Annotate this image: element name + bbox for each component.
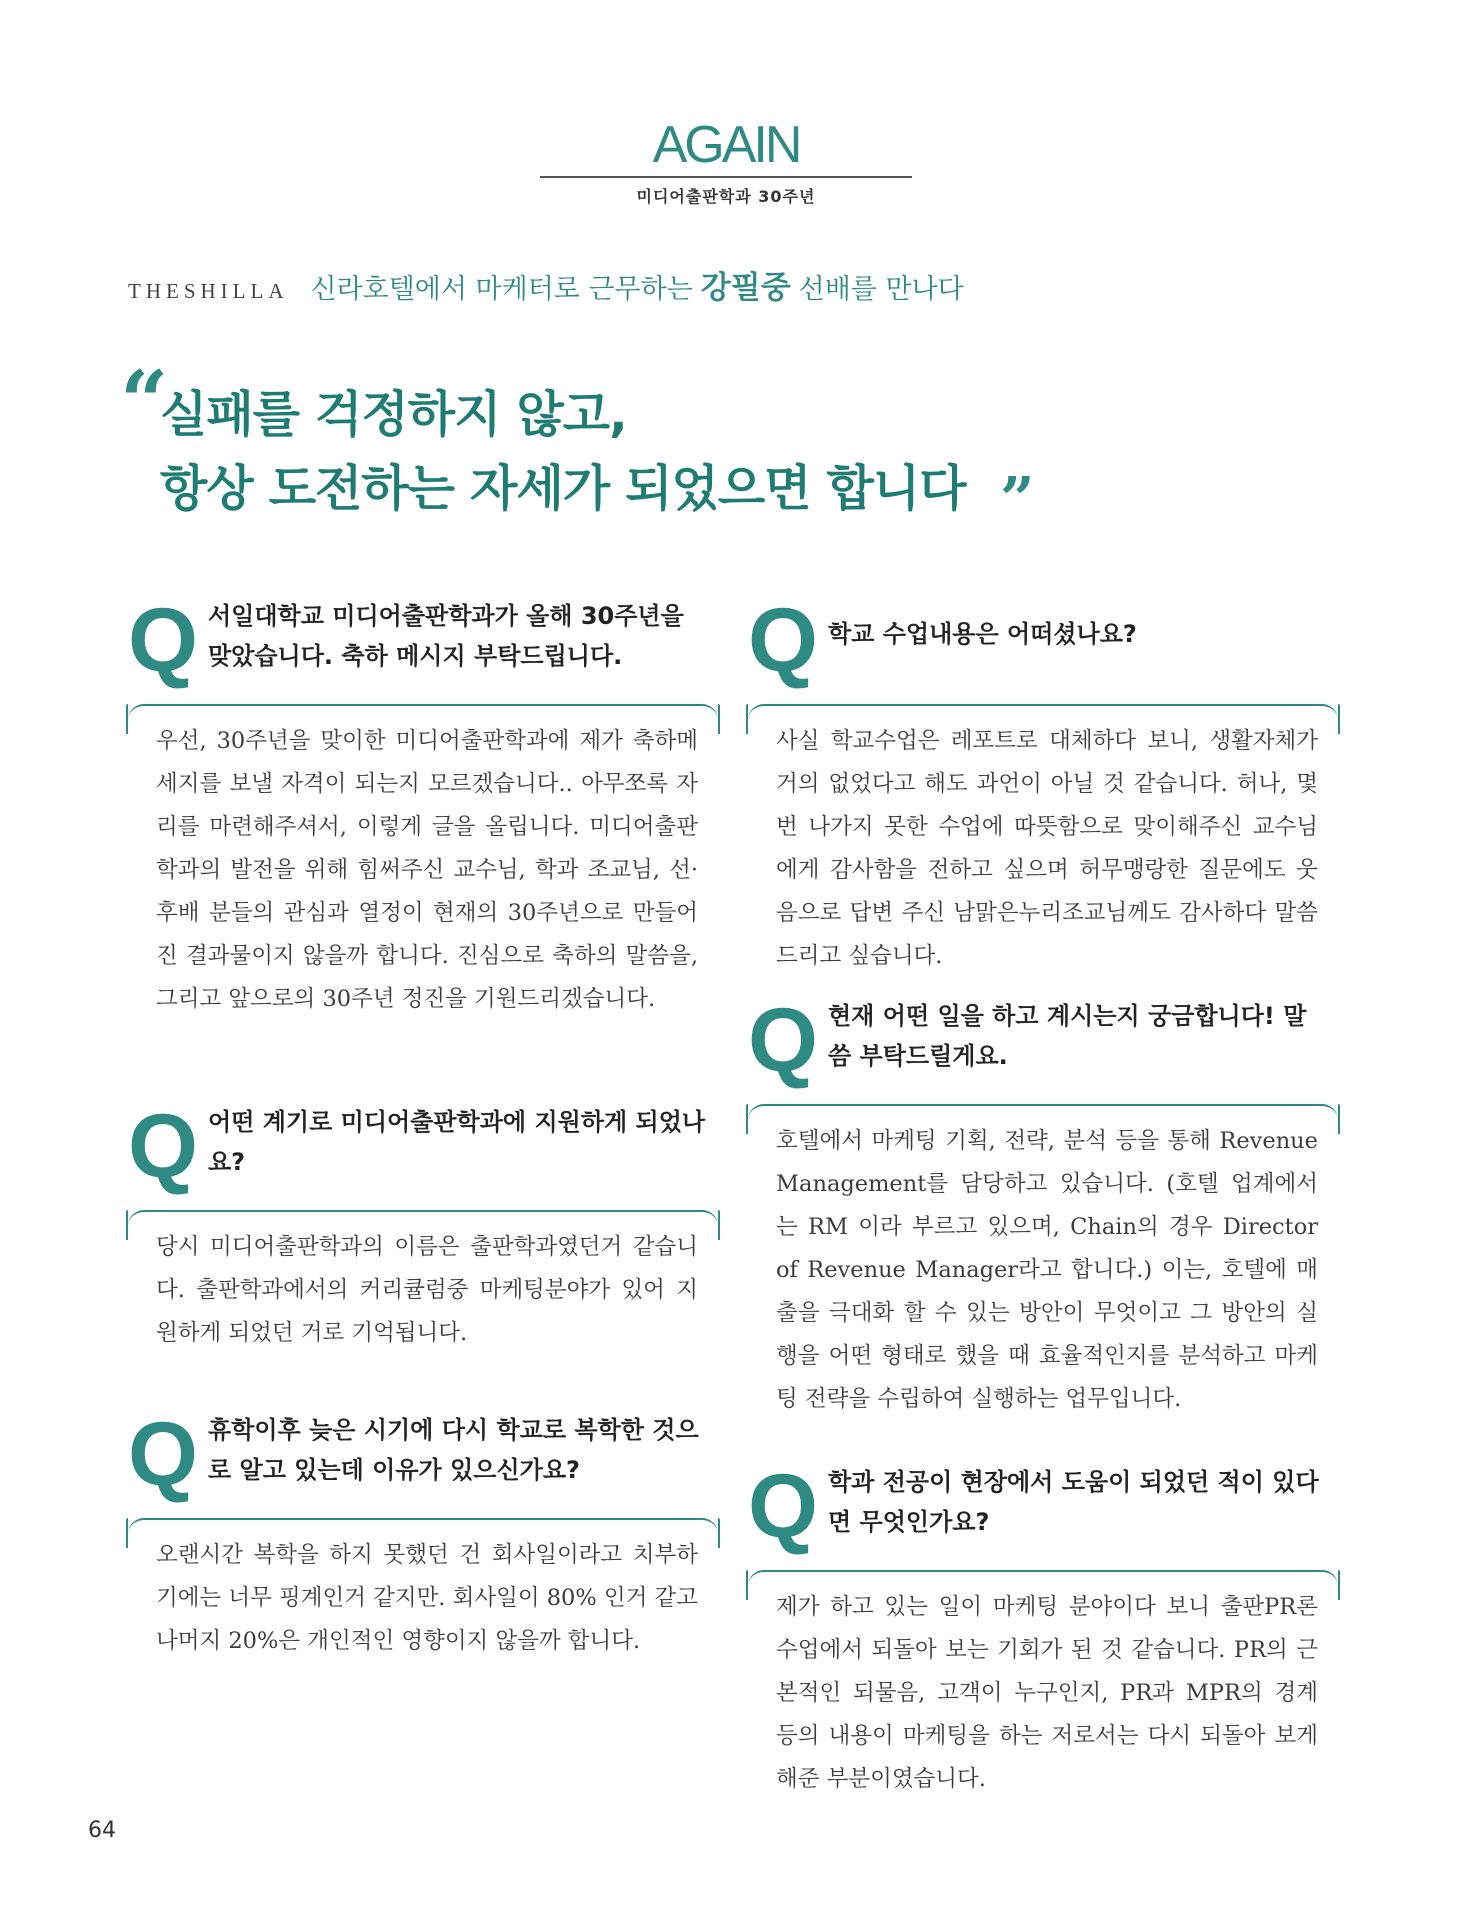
title-line-1: 실패를 걱정하지 않고, [160,386,627,443]
qa-block [748,591,1338,978]
answer-text: 오랜시간 복학을 하지 못했던 건 회사일이라고 치부하기에는 너무 핑계인거 같지만. 회사일이 80% 인거 같고 나머지 20%은 개인적인 영향이지 않을까 합니다. [156,1542,698,1654]
again-logo: AGAIN [652,116,800,174]
question-text: 휴학이후 늦은 시기에 다시 학교로 복학한 것으로 알고 있는데 이유가 있으신가요? [208,1416,699,1484]
qa-block [128,591,718,1021]
article-subheading [128,262,964,306]
the-shilla-logo: THESHILLA [128,279,289,303]
answer-text: 제가 하고 있는 일이 마케팅 분야이다 보니 출판PR론 수업에서 되돌아 보는 기회가 된 것 같습니다. PR의 근본적인 되물음, 고객이 누구인지, PR과 MPR의 경계 등의 내용이 마케팅을 하는 저로서는 다시 되돌아 보게 해준 부분이였습니다. [776,1594,1318,1792]
answer-box [128,1518,718,1663]
masthead-rule [540,176,912,178]
question-row [748,1457,1338,1558]
qa-block [128,1097,718,1355]
answer-box [128,704,718,1021]
answer-text: 당시 미디어출판학과의 이름은 출판학과였던거 같습니다. 출판학과에서의 커리큘럼중 마케팅분야가 있어 지원하게 되었던 거로 기억됩니다. [156,1234,698,1346]
question-row [128,1097,718,1198]
question-row [128,1405,718,1506]
article-title [160,378,966,526]
answer-box [748,704,1338,978]
interviewee-name: 강필중 [700,270,791,306]
question-text: 서일대학교 미디어출판학과가 올해 30주년을 맞았습니다. 축하 메시지 부탁드립니다. [208,602,684,670]
subheading-text-after: 선배를 만나다 [798,274,964,305]
question-row [748,991,1338,1092]
question-text: 현재 어떤 일을 하고 계시는지 궁금합니다! 말씀 부탁드릴게요. [828,1002,1307,1070]
answer-box [748,1104,1338,1421]
masthead [540,118,912,207]
question-row [748,591,1338,692]
question-row [128,591,718,692]
page-number: 64 [88,1818,116,1843]
qa-block [748,1457,1338,1801]
qa-block [748,991,1338,1421]
open-quote-mark: “ [120,352,169,451]
title-line-2: 항상 도전하는 자세가 되었으면 합니다 [160,460,966,517]
masthead-subtitle: 미디어출판학과 30주년 [636,187,816,206]
answer-text: 사실 학교수업은 레포트로 대체하다 보니, 생활자체가 거의 없었다고 해도 과언이 아닐 것 같습니다. 허나, 몇번 나가지 못한 수업에 따뜻함으로 맞이해주신 교수님에게 감사함을 전하고 싶으며 허무맹랑한 질문에도 웃음으로 답변 주신 남맑은누리조교님께도 감사하다 말씀드리고 싶습니다. [776,728,1318,969]
answer-text: 호텔에서 마케팅 기획, 전략, 분석 등을 통해 Revenue Management를 담당하고 있습니다. (호텔 업계에서는 RM 이라 부르고 있으며, Chain의 경우 Director of Revenue Manager라고 합니다.) 이는, 호텔에 매출을 극대화 할 수 있는 방안이 무엇이고 그 방안의 실행을 어떤 형태로 했을 때 효율적인지를 분석하고 마케팅 전략을 수립하여 실행하는 업무입니다. [776,1128,1318,1412]
q-mark-icon: Q [748,991,819,1091]
question-text: 학과 전공이 현장에서 도움이 되었던 적이 있다면 무엇인가요? [828,1468,1319,1536]
q-mark-icon: Q [128,591,199,691]
q-mark-icon: Q [128,1405,199,1505]
question-text: 어떤 계기로 미디어출판학과에 지원하게 되었나요? [208,1108,706,1176]
answer-box [128,1210,718,1355]
question-text: 학교 수업내용은 어떠셨나요? [828,620,1137,648]
q-mark-icon: Q [748,591,819,691]
q-mark-icon: Q [128,1097,199,1197]
answer-box [748,1570,1338,1801]
answer-text: 우선, 30주년을 맞이한 미디어출판학과에 제가 축하메세지를 보낼 자격이 되는지 모르겠습니다.. 아무쪼록 자리를 마련해주셔서, 이렇게 글을 올립니다. 미디어출판학과의 발전을 위해 힘써주신 교수님, 학과 조교님, 선·후배 분들의 관심과 열정이 현재의 30주년으로 만들어진 결과물이지 않을까 합니다. 진심으로 축하의 말씀을, 그리고 앞으로의 30주년 정진을 기원드리겠습니다. [156,728,698,1012]
qa-block [128,1405,718,1663]
subheading-text-before: 신라호텔에서 마케터로 근무하는 [310,274,693,305]
q-mark-icon: Q [748,1457,819,1557]
close-quote-mark: ” [1000,465,1035,535]
